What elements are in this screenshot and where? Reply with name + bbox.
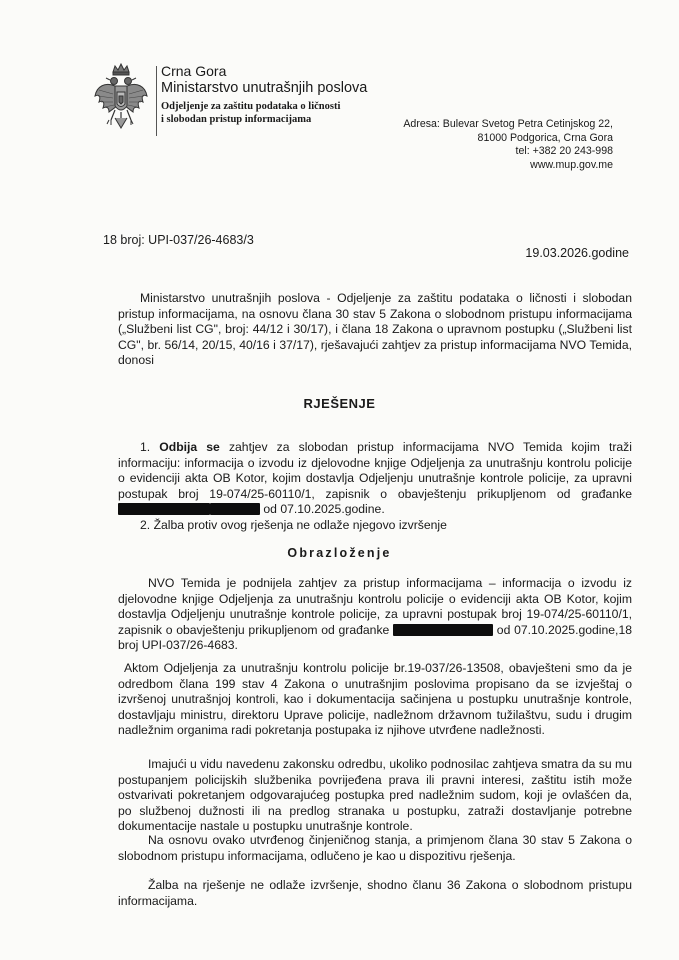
department-line-1: Odjeljenje za zaštitu podataka o ličnosti [161,100,341,112]
item-2-text: Žalba protiv ovog rješenja ne odlaže njegovo izvršenje [153,517,447,532]
address-block [403,118,613,172]
item-1-text-a: zahtjev za slobodan pristup informacijama NVO Temida kojim traži informaciju: informacija o izvodu iz djelovodne knjige Odjeljenja za unutrašnju kontrolu policije o evidenciji akta OB Kotor, kojim dostavlja Odjeljenju unutrašnje kontrole policije, za upravni postupak broj 19-074/25-60110/1, zapisnik o obavještenju prikupljenom od građanke [118,440,632,501]
reasoning-paragraph-3: Imajući u vidu navedenu zakonsku odredbu, ukoliko podnosilac zahtjeva smatra da su mu postupanjem policijskih službenika povrijeđena prava ili pravni interesi, zaštitu istih može ostvarivati pokretanjem odgovarajućeg postupka pred nadležnim sudom, koji je ovlašćen da, po službenoj dužnosti ili na predlog stranaka u postupku, zatraži dostavljanje potrebne dokumentacije nastale u postupku unutrašnje kontrole. [118,757,632,834]
item-1-number: 1. [140,440,151,454]
website: www.mup.gov.me [530,158,613,171]
header-divider [156,66,157,136]
redaction-bar [393,624,493,636]
redaction-bar [118,503,210,515]
redaction-bar [210,503,260,515]
decision-item-2 [118,518,632,534]
address-line-1: Adresa: Bulevar Svetog Petra Cetinjskog 22, [403,118,613,130]
reasoning-paragraph-1 [118,576,632,654]
ministry-name: Ministarstvo unutrašnjih poslova [161,80,368,96]
para-2-text-a: NVO Temida je podnijela zahtjev za pristup informacijama – informacija o izvodu iz djelovodne knjige Odjeljenja za unutrašnju kontrolu policije o evidenciji akta OB Kotor, kojim dostavlja Odjeljenju unutrašnje kontrole policije, za upravni postupak broj 19-074/25-60110/1, zapisnik o obavještenju prikupljenom od građanke [118,576,632,637]
country-name: Crna Gora [161,63,227,79]
reasoning-paragraph-4: Na osnovu ovako utvrđenog činjeničnog stanja, a primjenom člana 30 stav 5 Zakona o slobodnom pristupu informacijama, odlučeno je kao u dispozitivu rješenja. [118,833,632,863]
reference-number: 18 broj: UPI-037/26-4683/3 [103,233,254,247]
decision-item-1 [118,440,632,518]
coat-of-arms-icon [93,62,149,136]
appeal-paragraph: Žalba na rješenje ne odlaže izvršenje, shodno članu 36 Zakona o slobodnom pristupu informacijama. [118,878,632,908]
intro-paragraph: Ministarstvo unutrašnjih poslova - Odjeljenje za zaštitu podataka o ličnosti i slobodan pristup informacijama, na osnovu člana 30 stav 5 Zakona o slobodnom pristupu informacijama („Službeni list CG", broj: 44/12 i 30/17), i člana 18 Zakona o upravnom postupku („Službeni list CG", br. 56/14, 20/15, 40/16 i 37/17), rješavajući zahtjev za pristup informacijama NVO Temida, donosi [118,291,632,368]
para-2-text-b: od 07.10.2025.godine,18 broj UPI-037/26-4683. [118,622,632,653]
department-line-2: i slobodan pristup informacijama [161,113,312,125]
reasoning-heading: Obrazloženje [287,546,392,560]
organization-block [161,64,367,126]
phone: tel: +382 20 243-998 [515,145,613,157]
reasoning-paragraph-2: Aktom Odjeljenja za unutrašnju kontrolu policije br.19-037/26-13508, obavješteni smo da je odredbom člana 199 stav 4 Zakona o unutrašnjim poslovima propisano da se izvještaj o izvršenoj unutrašnjoj kontroli, kao i dokumentacija sačinjena u postupku unutrašnje kontrole, dostavljaju ministru, direktoru Uprave policije, nadležnom državnom tužilaštvu, sudu i drugim nadležnim organima radi pokretanja postupaka iz njihove utvrđene nadležnosti. [118,661,632,738]
decision-heading: RJEŠENJE [303,396,376,411]
item-1-bold: Odbija se [159,440,220,454]
decision-items [118,440,632,534]
document-date: 19.03.2026.godine [525,246,629,260]
address-line-2: 81000 Podgorica, Crna Gora [477,131,613,144]
item-2-number: 2. [140,517,151,532]
item-1-text-b: od 07.10.2025.godine. [263,502,385,517]
